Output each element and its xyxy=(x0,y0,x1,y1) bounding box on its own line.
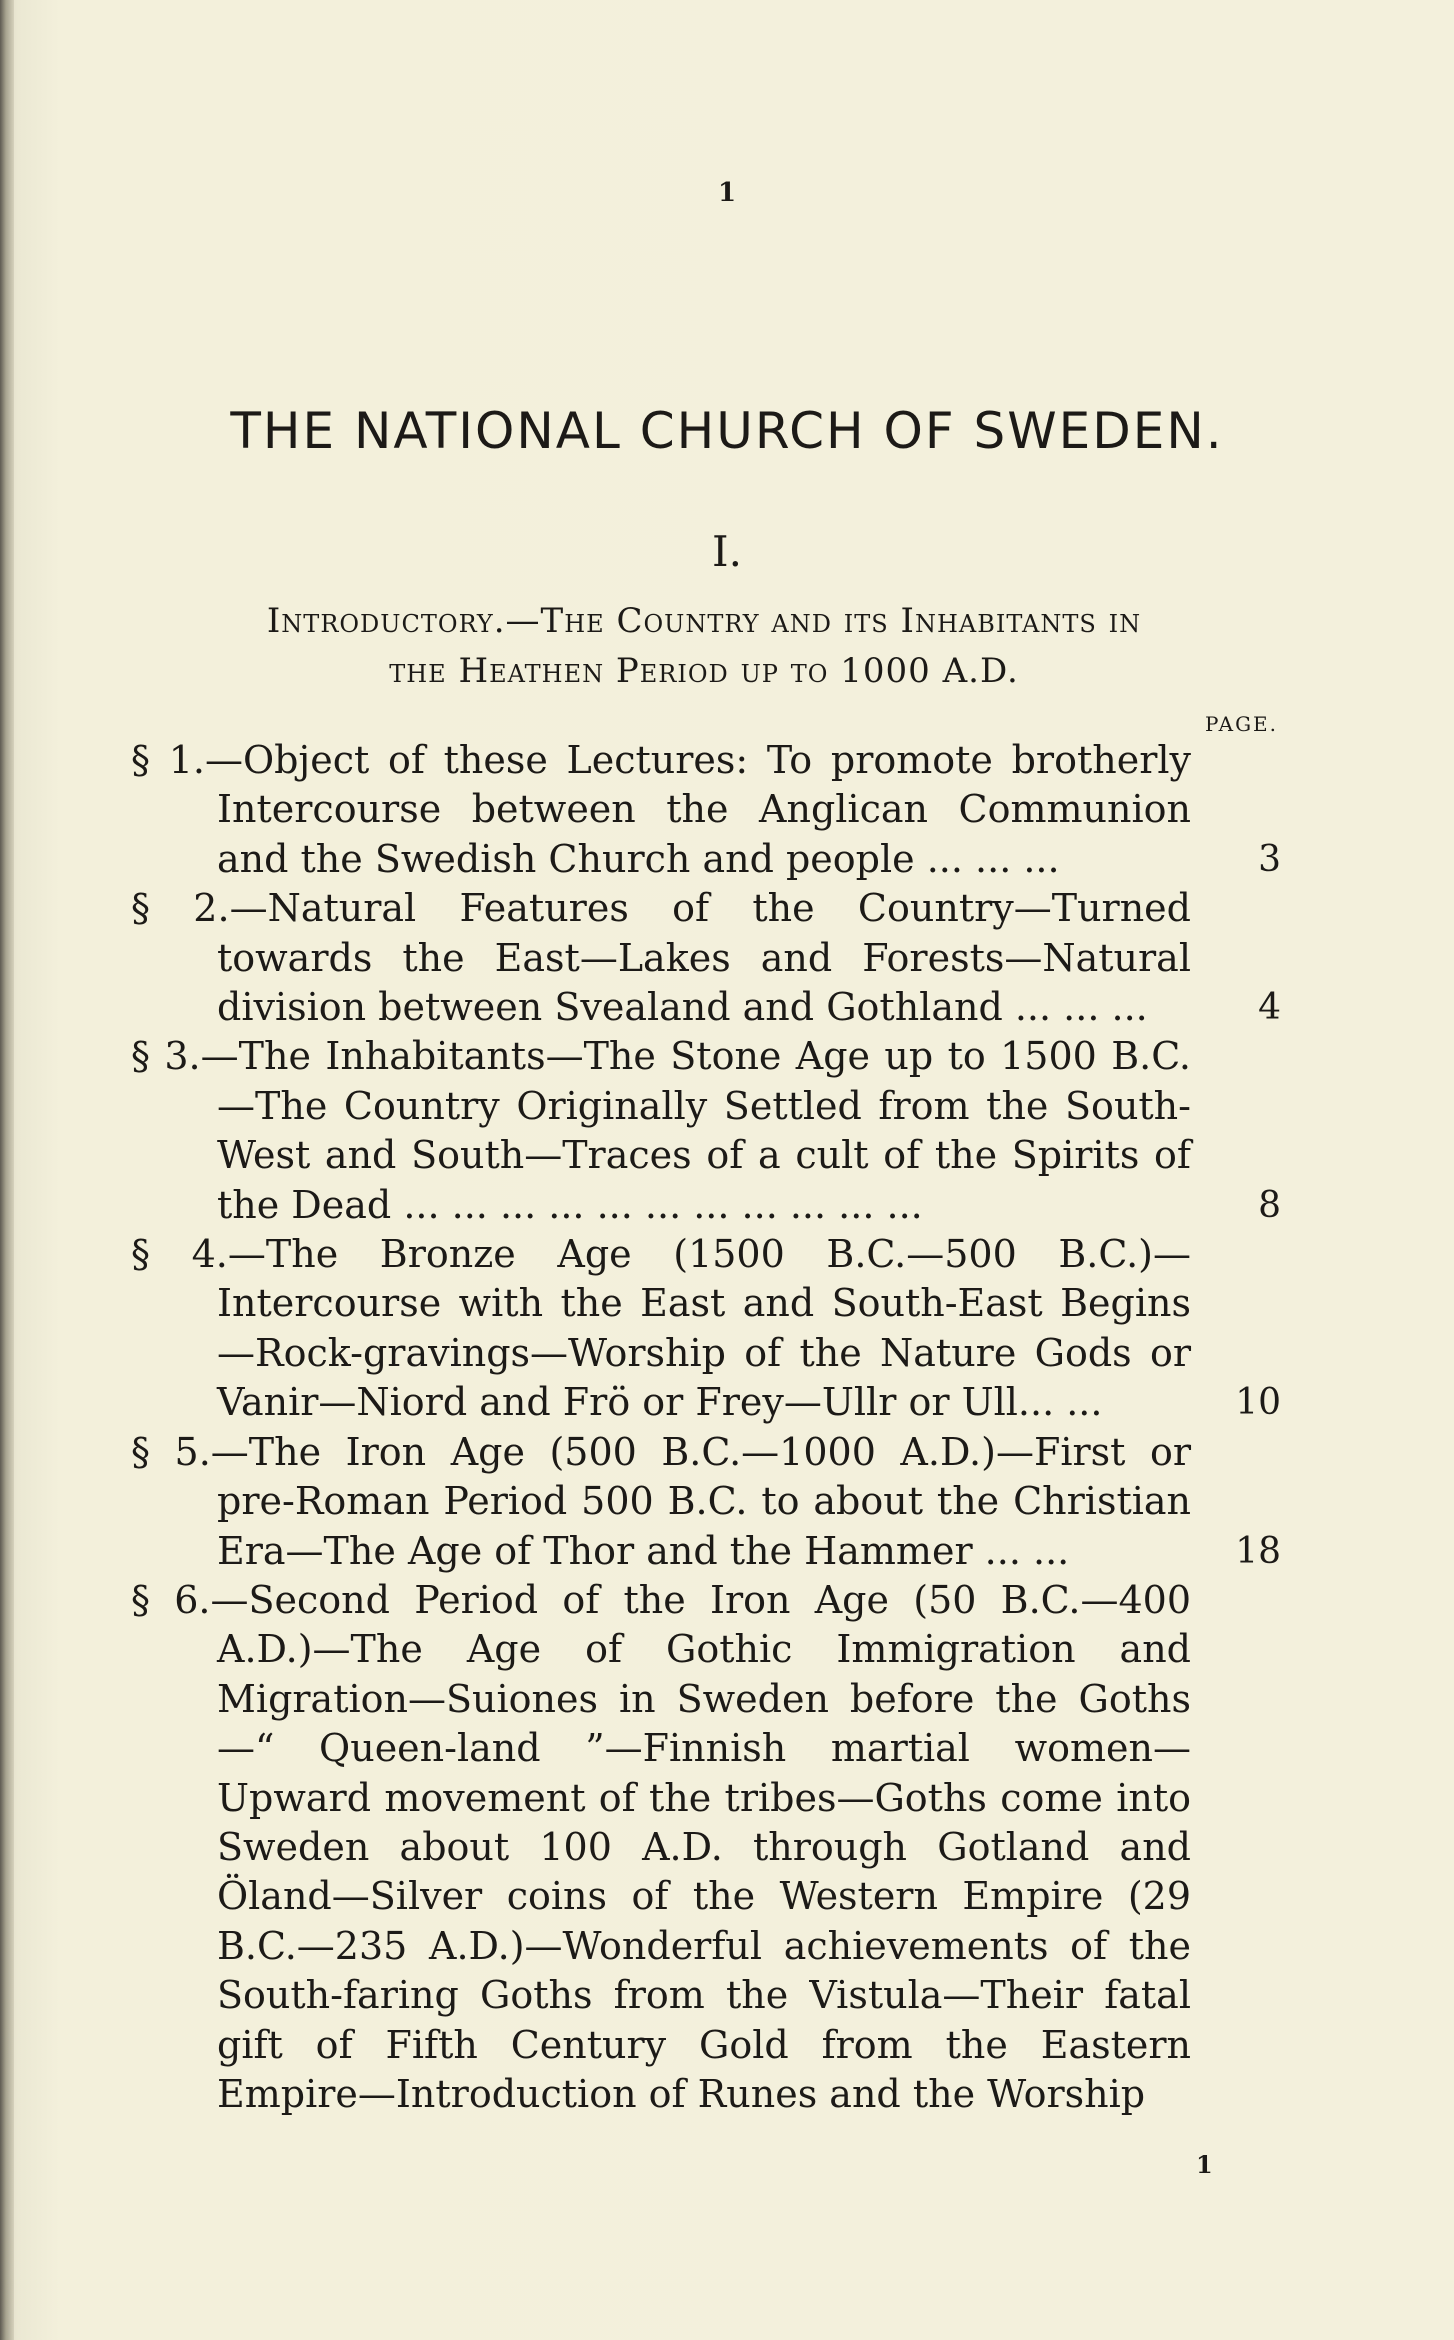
contents-entry-section-1 xyxy=(131,736,1281,884)
contents-entry-page: 3 xyxy=(1258,838,1281,880)
page-column-label: PAGE. xyxy=(1205,712,1278,736)
contents-entry-page: 8 xyxy=(1258,1184,1281,1226)
book-title: THE NATIONAL CHURCH OF SWEDEN. xyxy=(230,402,1224,460)
contents-entry-text: § 4.—The Bronze Age (1500 B.C.—500 B.C.)—Intercourse with the East and South-East Begins—Rock-gravings—Worship of the Nature Gods or Vanir—Niord and Frö or Frey—Ullr or Ull... ... xyxy=(131,1232,1191,1425)
page-spine-edge xyxy=(0,0,14,2340)
signature-mark-top: 1 xyxy=(717,178,737,208)
chapter-heading xyxy=(120,596,1288,696)
chapter-heading-line-2: the Heathen Period up to 1000 A.D. xyxy=(389,651,1019,691)
contents-entry-page: 18 xyxy=(1235,1530,1281,1572)
signature-mark-bottom: 1 xyxy=(1196,2150,1213,2179)
contents-entry-section-6 xyxy=(131,1576,1281,2119)
contents-entry-text: § 3.—The Inhabitants—The Stone Age up to 1500 B.C. —The Country Originally Settled from the South-West and South—Traces of a cult of the Spirits of the Dead ... ... ... ... ... ... ... ... ... ... ... xyxy=(131,1034,1191,1227)
contents-entry-text: § 6.—Second Period of the Iron Age (50 B.C.—400 A.D.)—The Age of Gothic Immigration and Migration—Suiones in Sweden before the Goths —“ Queen-land ”—Finnish martial women—Upward movement of the tribes—Goths come into Sweden about 100 A.D. through Gotland and Öland—Silver coins of the Western Empire (29 B.C.—235 A.D.)—Wonderful achievements of the South-faring Goths from the Vistula—Their fatal gift of Fifth Century Gold from the Eastern Empire—Introduction of Runes and the Worship xyxy=(131,1577,1191,2116)
contents-entry-page: 4 xyxy=(1258,987,1281,1029)
contents-entry-section-3 xyxy=(131,1032,1281,1230)
contents-entry-text: § 1.—Object of these Lectures: To promote brotherly Intercourse between the Anglican Communion and the Swedish Church and people ... ... ... xyxy=(131,738,1191,881)
contents-entry-page: 10 xyxy=(1235,1382,1281,1424)
contents-entry-text: § 2.—Natural Features of the Country—Turned towards the East—Lakes and Forests—Natural division between Svealand and Gothland ... ... ... xyxy=(131,886,1191,1030)
contents-entry-text: § 5.—The Iron Age (500 B.C.—1000 A.D.)—First or pre-Roman Period 500 B.C. to about the Christian Era—The Age of Thor and the Hammer ... ... xyxy=(131,1429,1191,1573)
table-of-contents xyxy=(131,736,1281,2119)
contents-entry-section-5 xyxy=(131,1428,1281,1576)
chapter-heading-line-1: Introductory.—The Country and its Inhabitants in xyxy=(266,601,1142,641)
contents-entry-section-2 xyxy=(131,884,1281,1032)
chapter-number: I. xyxy=(712,527,742,576)
contents-entry-section-4 xyxy=(131,1230,1281,1428)
